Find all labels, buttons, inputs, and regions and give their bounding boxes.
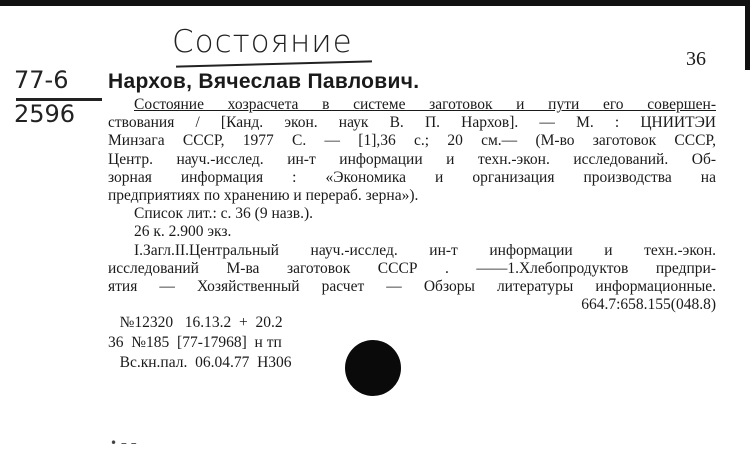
body-line-3: Минзага СССР, 1977 С. — [1],36 с.; 20 см.— (М-во заготовок СССР,: [108, 132, 716, 150]
tracing-line-3: ятия — Хозяйственный расчет — Обзоры литературы информационные.: [108, 278, 716, 296]
handwritten-shelf-code-bottom: 2596: [14, 100, 76, 128]
handwritten-shelf-code-top: 77-6: [14, 66, 69, 94]
card-right-border: [745, 0, 750, 70]
tracing-line-2: исследований М-ва заготовок СССР . ——1.Хлебопродуктов предпри-: [108, 259, 716, 277]
registration-line-2: 36 №185 [77-17968] н тп: [108, 334, 282, 351]
registration-block: [108, 313, 292, 373]
handwritten-title: Состояние: [172, 24, 353, 60]
body-line-5: зорная информация : «Экономика и организация производства на: [108, 168, 716, 186]
author-heading: Нархов, Вячеслав Павлович.: [108, 70, 420, 93]
bibliographic-description: [108, 96, 716, 314]
registration-line-3: Вс.кн.пал. 06.04.77 Н306: [108, 354, 292, 371]
body-line-6: предприятиях по хранению и перераб. зерна»).: [108, 187, 419, 205]
stray-marks: • – –: [110, 436, 137, 450]
card-punch-hole: [345, 340, 401, 396]
card-number: 36: [686, 48, 706, 70]
body-line-4: Центр. науч.-исслед. ин-т информации и техн.-экон. исследований. Об-: [108, 150, 716, 168]
handwritten-title-underline: [176, 60, 372, 67]
card-top-border: [0, 0, 750, 6]
bibliography-note: Список лит.: с. 36 (9 назв.).: [134, 205, 313, 223]
price-print-run: 26 к. 2.900 экз.: [134, 223, 232, 241]
body-line-2: ствования / [Канд. экон. наук В. П. Нархов]. — М. : ЦНИИТЭИ: [108, 114, 716, 132]
classification-code: 664.7:658.155(048.8): [581, 296, 716, 314]
registration-line-1: №12320 16.13.2 + 20.2: [108, 314, 283, 331]
body-line-1: Состояние хозрасчета в системе заготовок и пути его совершен-: [134, 96, 716, 113]
tracing-line-1: I.Загл.II.Центральный науч.-исслед. ин-т информации и техн.-экон.: [134, 241, 716, 259]
